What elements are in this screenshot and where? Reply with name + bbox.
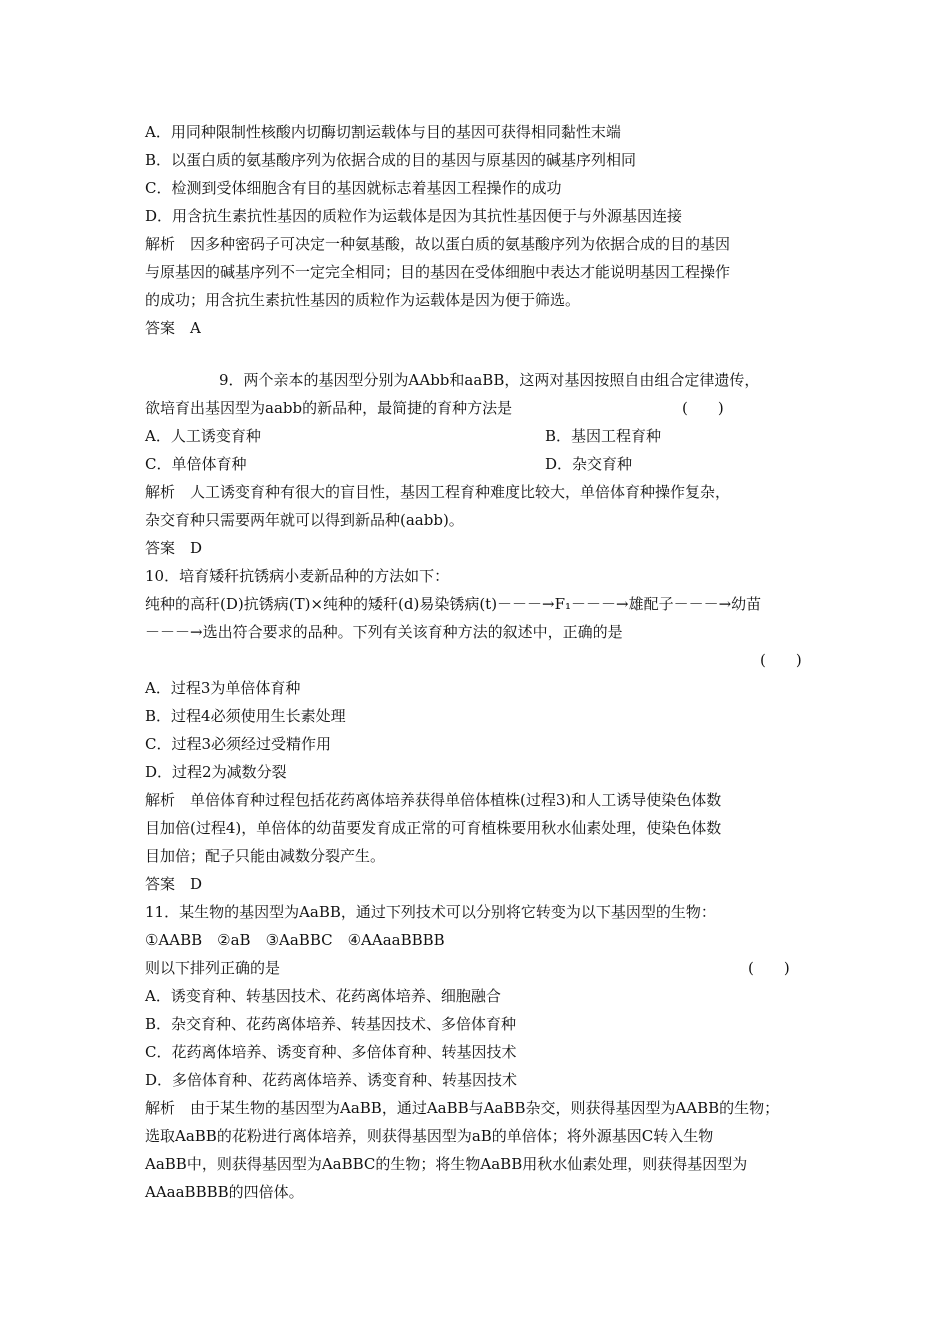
q8-option-d: D．用含抗生素抗性基因的质粒作为运载体是因为其抗性基因便于与外源基因连接 <box>145 207 683 225</box>
q9-option-c: C．单倍体育种 <box>145 455 247 473</box>
q10-stem-line: 纯种的高秆(D)抗锈病(T)×纯种的矮秆(d)易染锈病(t)－－－→F₁－－－→雄配子－－－→幼苗 <box>145 595 762 613</box>
q8-analysis-line: 解析 因多种密码子可决定一种氨基酸，故以蛋白质的氨基酸序列为依据合成的目的基因 <box>145 235 731 253</box>
q10-option-a: A．过程3为单倍体育种 <box>145 679 301 697</box>
q10-answer-blank: ( ) <box>760 651 802 669</box>
q10-analysis-line: 目加倍(过程4)，单倍体的幼苗要发育成正常的可育植株要用秋水仙素处理，使染色体数 <box>145 819 722 837</box>
q11-option-a: A．诱变育种、转基因技术、花药离体培养、细胞融合 <box>145 987 501 1005</box>
q10-answer: 答案 D <box>145 875 203 893</box>
q11-stem-line: ①AABB ②aB ③AaBBC ④AAaaBBBB <box>145 931 445 949</box>
q11-stem-line: 11．某生物的基因型为AaBB，通过下列技术可以分别将它转变为以下基因型的生物： <box>145 903 716 921</box>
q10-option-c: C．过程3必须经过受精作用 <box>145 735 332 753</box>
q9-stem-text: 欲培育出基因型为aabb的新品种，最简捷的育种方法是 <box>145 399 513 417</box>
q11-analysis-line: 选取AaBB的花粉进行离体培养，则获得基因型为aB的单倍体；将外源基因C转入生物 <box>145 1127 714 1145</box>
q11-option-d: D．多倍体育种、花药离体培养、诱变育种、转基因技术 <box>145 1071 518 1089</box>
q8-option-c: C．检测到受体细胞含有目的基因就标志着基因工程操作的成功 <box>145 179 562 197</box>
q8-answer: 答案 A <box>145 319 201 337</box>
q11-option-b: B．杂交育种、花药离体培养、转基因技术、多倍体育种 <box>145 1015 517 1033</box>
q11-option-c: C．花药离体培养、诱变育种、多倍体育种、转基因技术 <box>145 1043 517 1061</box>
q9-stem-line: 9．两个亲本的基因型分别为AAbb和aaBB，这两对基因按照自由组合定律遗传， <box>219 371 760 389</box>
q8-analysis-line: 与原基因的碱基序列不一定完全相同；目的基因在受体细胞中表达才能说明基因工程操作 <box>145 263 731 281</box>
q11-analysis-line: 解析 由于某生物的基因型为AaBB，通过AaBB与AaBB杂交，则获得基因型为AABB的生物； <box>145 1099 780 1117</box>
q10-option-d: D．过程2为减数分裂 <box>145 763 287 781</box>
q11-stem-line: 则以下排列正确的是 <box>145 959 281 977</box>
q11-analysis-line: AaBB中，则获得基因型为AaBBC的生物；将生物AaBB用秋水仙素处理，则获得基因型为 <box>145 1155 748 1173</box>
q8-option-b: B．以蛋白质的氨基酸序列为依据合成的目的基因与原基因的碱基序列相同 <box>145 151 637 169</box>
q11-analysis-line: AAaaBBBB的四倍体。 <box>145 1183 304 1201</box>
q10-stem-line: 10．培育矮秆抗锈病小麦新品种的方法如下： <box>145 567 450 585</box>
q9-answer-blank: ( ) <box>682 399 724 417</box>
q11-answer-blank: ( ) <box>748 959 790 977</box>
q9-option-d: D．杂交育种 <box>545 455 633 473</box>
q10-analysis-line: 解析 单倍体育种过程包括花药离体培养获得单倍体植株(过程3)和人工诱导使染色体数 <box>145 791 722 809</box>
q8-option-a: A．用同种限制性核酸内切酶切割运载体与目的基因可获得相同黏性末端 <box>145 123 621 141</box>
q10-option-b: B．过程4必须使用生长素处理 <box>145 707 346 725</box>
q8-analysis-line: 的成功；用含抗生素抗性基因的质粒作为运载体是因为便于筛选。 <box>145 291 581 309</box>
q9-option-b: B．基因工程育种 <box>545 427 662 445</box>
q9-analysis-line: 杂交育种只需要两年就可以得到新品种(aabb)。 <box>145 511 464 529</box>
q9-option-a: A．人工诱变育种 <box>145 427 261 445</box>
q9-answer: 答案 D <box>145 539 203 557</box>
q10-stem-line: －－－→选出符合要求的品种。下列有关该育种方法的叙述中，正确的是 <box>145 623 623 641</box>
q9-analysis-line: 解析 人工诱变育种有很大的盲目性，基因工程育种难度比较大，单倍体育种操作复杂， <box>145 483 731 501</box>
q10-analysis-line: 目加倍；配子只能由减数分裂产生。 <box>145 847 386 865</box>
